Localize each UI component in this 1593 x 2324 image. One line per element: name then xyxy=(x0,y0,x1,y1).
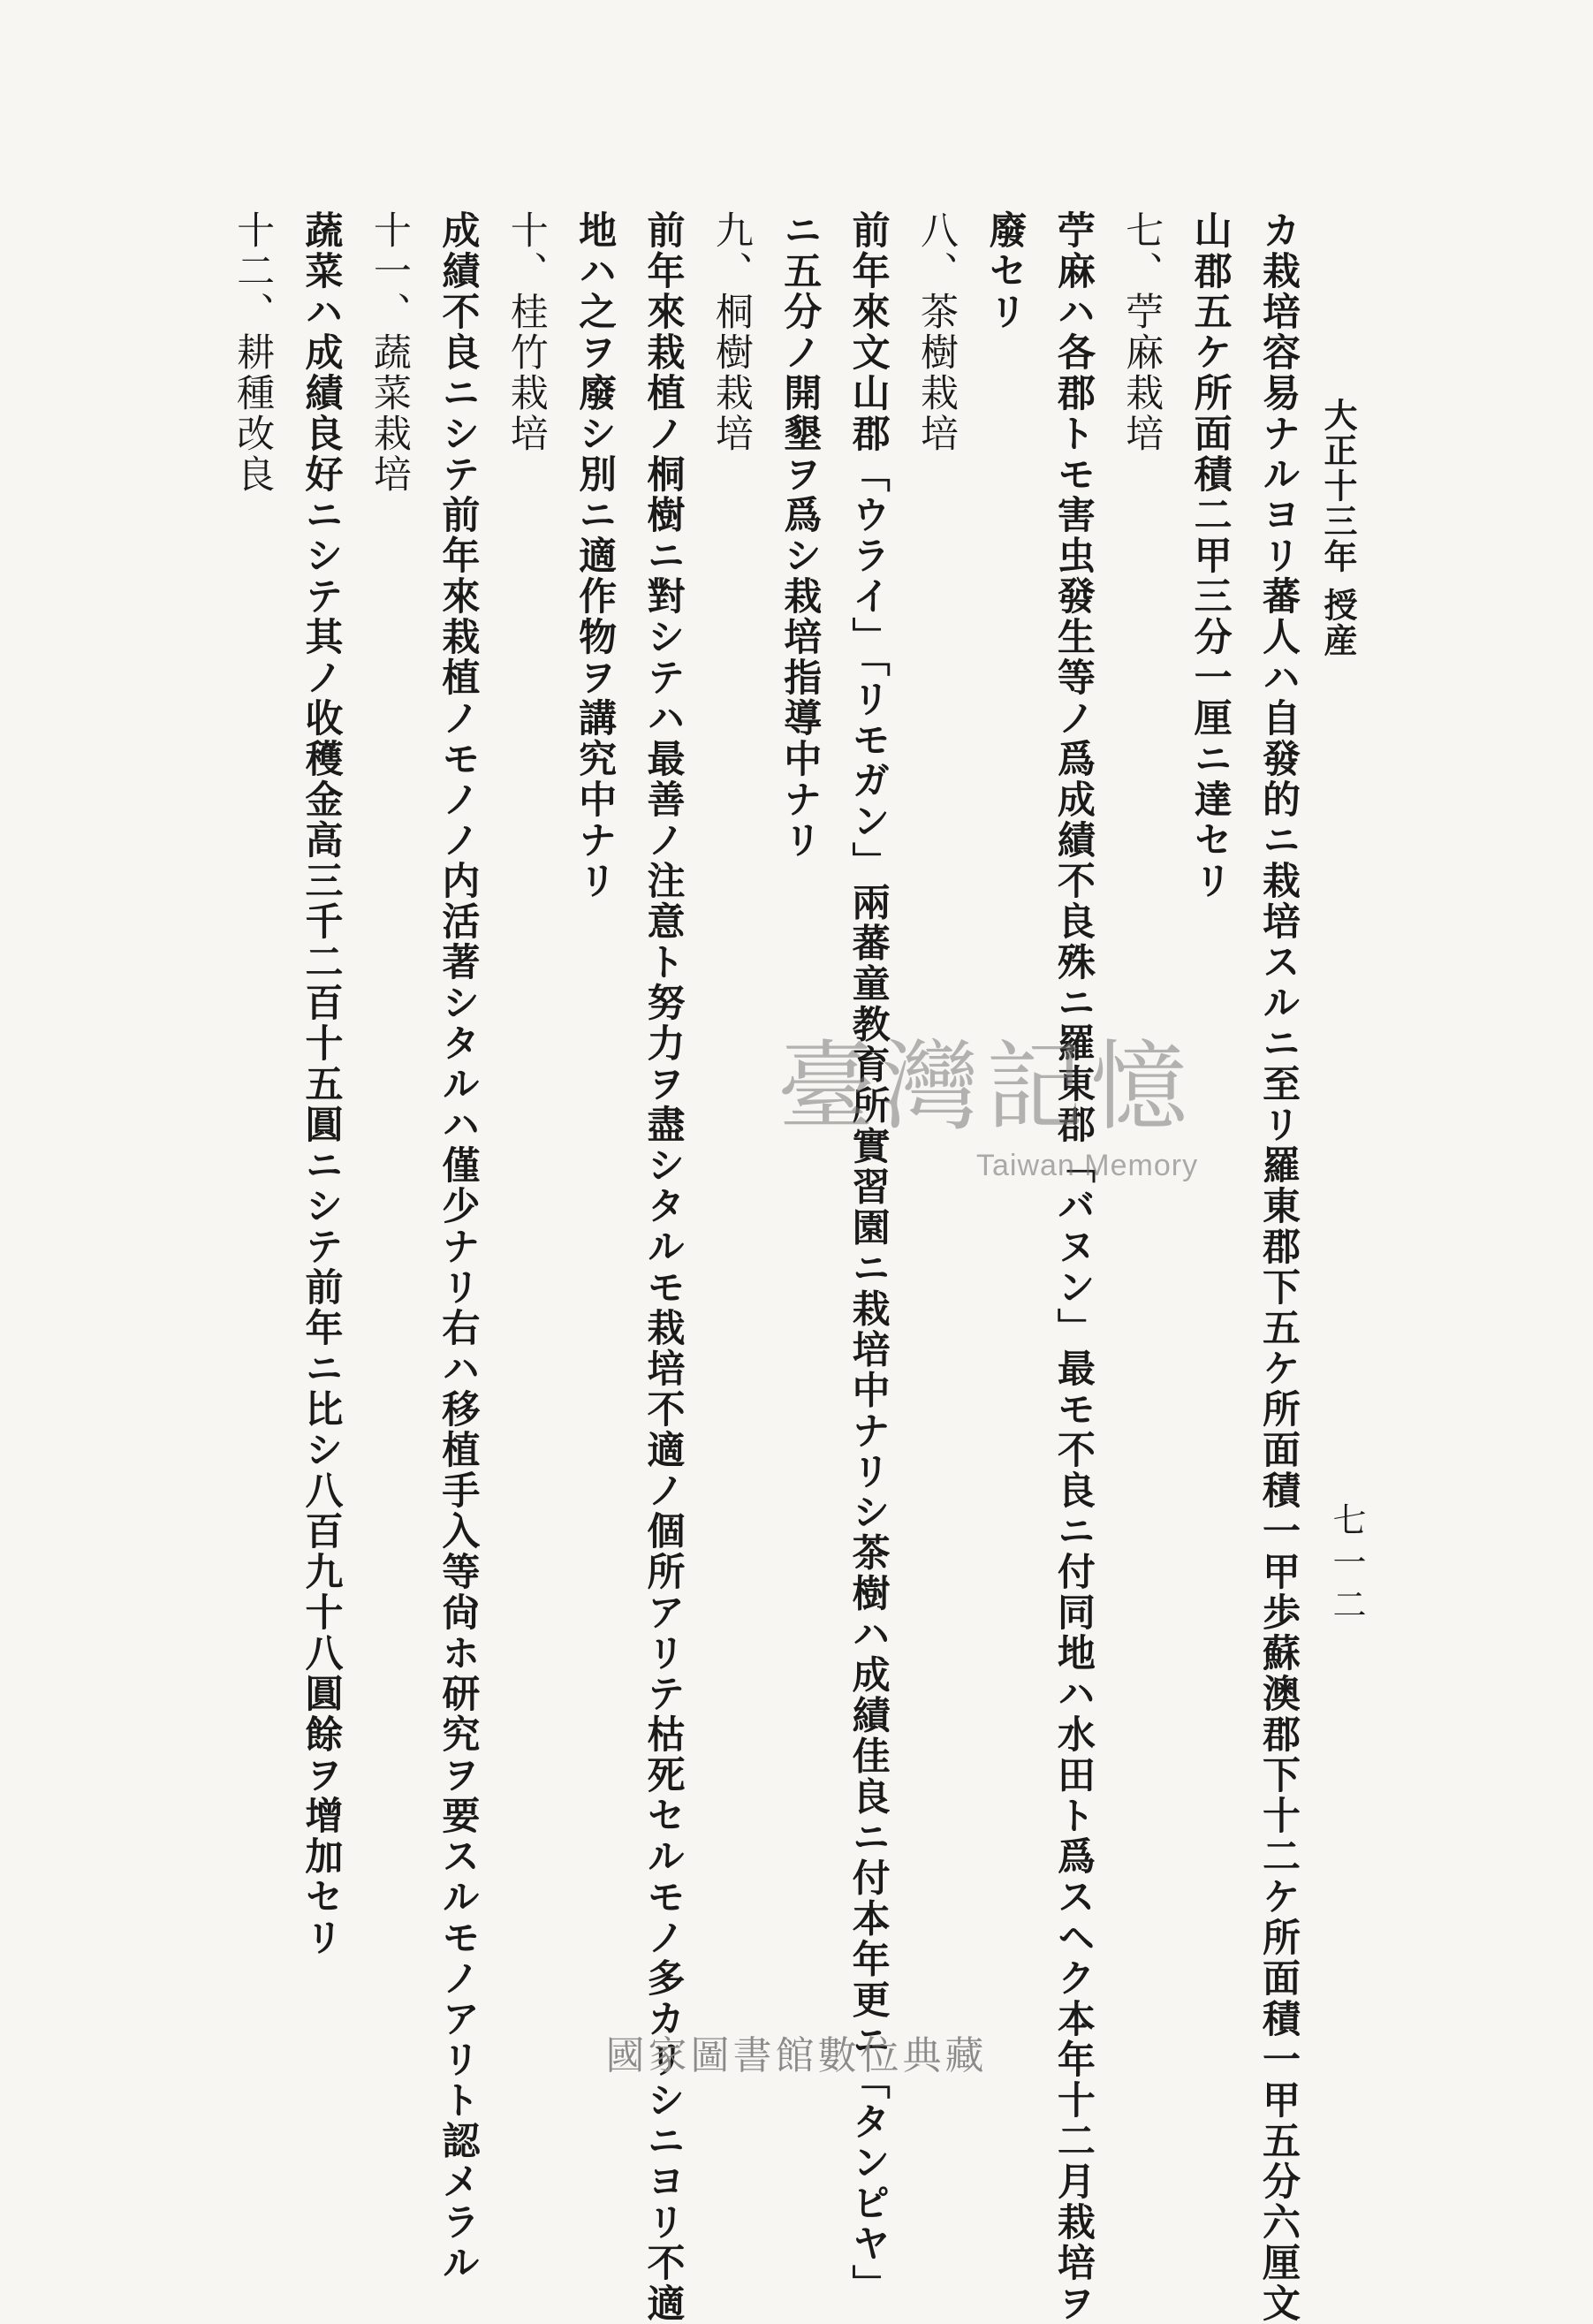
text-line-8: ニ五分ノ開墾ヲ爲シ栽培指導中ナリ xyxy=(778,210,823,861)
text-line-2: 山郡五ケ所面積二甲三分一厘ニ達セリ xyxy=(1187,210,1233,901)
text-line-7: 前年來文山郡「ウライ」「リモガン」兩蕃童教育所實習園ニ栽培中ナリシ茶樹ハ成績佳良ニ付本年更ニ「タンピヤ」 xyxy=(846,210,891,2305)
text-line-10: 前年來栽植ノ桐樹ニ對シテハ最善ノ注意ト努力ヲ盡シタルモ栽培不適ノ個所アリテ枯死セルモノ多カリシニヨリ不適 xyxy=(641,210,686,2324)
section-heading-12: 十二、耕種改良 xyxy=(231,210,276,495)
footer-archive-label: 國家圖書館數位典藏 xyxy=(605,2033,988,2078)
text-line-5: 廢セリ xyxy=(982,210,1028,332)
text-line-11: 地ハ之ヲ廢シ別ニ適作物ヲ講究中ナリ xyxy=(573,210,618,901)
section-heading-7: 七、苧麻栽培 xyxy=(1119,210,1164,454)
text-line-4: 苧麻ハ各郡トモ害虫發生等ノ爲成績不良殊ニ羅東郡「バヌン」最モ不良ニ付同地ハ水田ト爲スヘク本年十二月栽培ヲ xyxy=(1051,210,1096,2324)
text-line-1: カ栽培容易ナルヨリ蕃人ハ自發的ニ栽培スルニ至リ羅東郡下五ケ所面積一甲歩蘇澳郡下十二ケ所面積一甲五分六厘文 xyxy=(1256,210,1301,2324)
text-line-13: 成績不良ニシテ前年來栽植ノモノノ内活著シタルハ僅少ナリ右ハ移植手入等尙ホ研究ヲ要スルモノアリト認メラル xyxy=(436,210,481,2283)
section-heading-10: 十、桂竹栽培 xyxy=(504,210,549,454)
page-number: 七一二 xyxy=(1327,1502,1366,1629)
section-heading-11: 十一、蔬菜栽培 xyxy=(367,210,412,495)
text-line-15: 蔬菜ハ成績良好ニシテ其ノ收穫金高三千二百十五圓ニシテ前年ニ比シ八百九十八圓餘ヲ增加セリ xyxy=(299,210,344,1958)
watermark-title: 臺灣記憶 xyxy=(778,1030,1195,1143)
running-head: 大正十三年 授産 xyxy=(1318,398,1358,659)
watermark-subtitle: Taiwan Memory xyxy=(976,1149,1199,1182)
section-heading-8: 八、茶樹栽培 xyxy=(914,210,960,454)
section-heading-9: 九、桐樹栽培 xyxy=(709,210,754,454)
